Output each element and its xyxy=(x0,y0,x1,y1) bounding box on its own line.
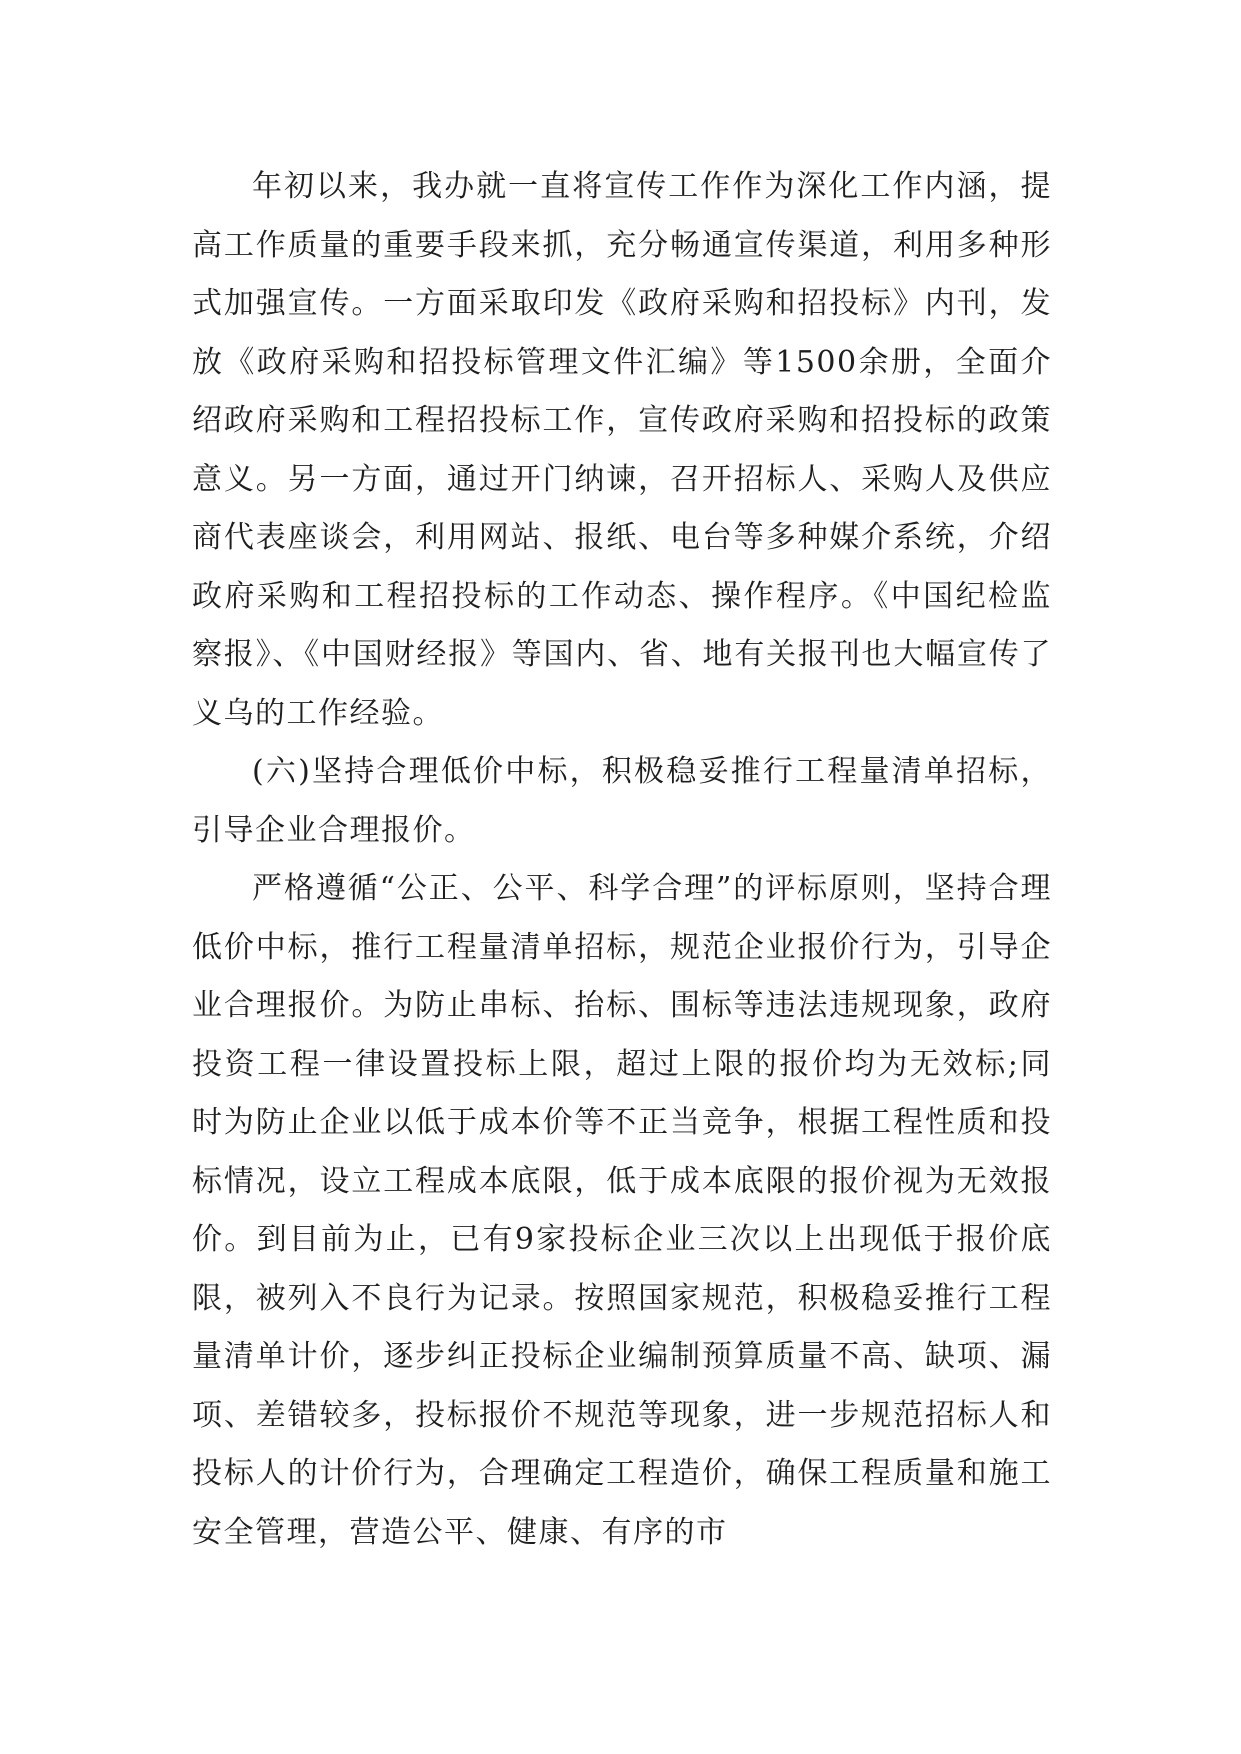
document-body xyxy=(192,158,1052,1562)
paragraph-publicity: 年初以来，我办就一直将宣传工作作为深化工作内涵，提高工作质量的重要手段来抓，充分畅通宣传渠道，利用多种形式加强宣传。一方面采取印发《政府采购和招投标》内刊，发放《政府采购和招投标管理文件汇编》等1500余册，全面介绍政府采购和工程招投标工作，宣传政府采购和招投标的政策意义。另一方面，通过开门纳谏，召开招标人、采购人及供应商代表座谈会，利用网站、报纸、电台等多种媒介系统，介绍政府采购和工程招投标的工作动态、操作程序。《中国纪检监察报》、《中国财经报》等国内、省、地有关报刊也大幅宣传了义乌的工作经验。 xyxy=(192,169,1052,731)
paragraph-low-price-bidding: 严格遵循“公正、公平、科学合理”的评标原则，坚持合理低价中标，推行工程量清单招标，规范企业报价行为，引导企业合理报价。为防止串标、抬标、围标等违法违规现象，政府投资工程一律设置投标上限，超过上限的报价均为无效标;同时为防止企业以低于成本价等不正当竞争，根据工程性质和投标情况，设立工程成本底限，低于成本底限的报价视为无效报价。到目前为止，已有9家投标企业三次以上出现低于报价底限，被列入不良行为记录。按照国家规范，积极稳妥推行工程量清单计价，逐步纠正投标企业编制预算质量不高、缺项、漏项、差错较多，投标报价不规范等现象，进一步规范招标人和投标人的计价行为，合理确定工程造价，确保工程质量和施工安全管理，营造公平、健康、有序的市 xyxy=(192,871,1052,1550)
section-heading-6: (六)坚持合理低价中标，积极稳妥推行工程量清单招标，引导企业合理报价。 xyxy=(192,754,1052,848)
